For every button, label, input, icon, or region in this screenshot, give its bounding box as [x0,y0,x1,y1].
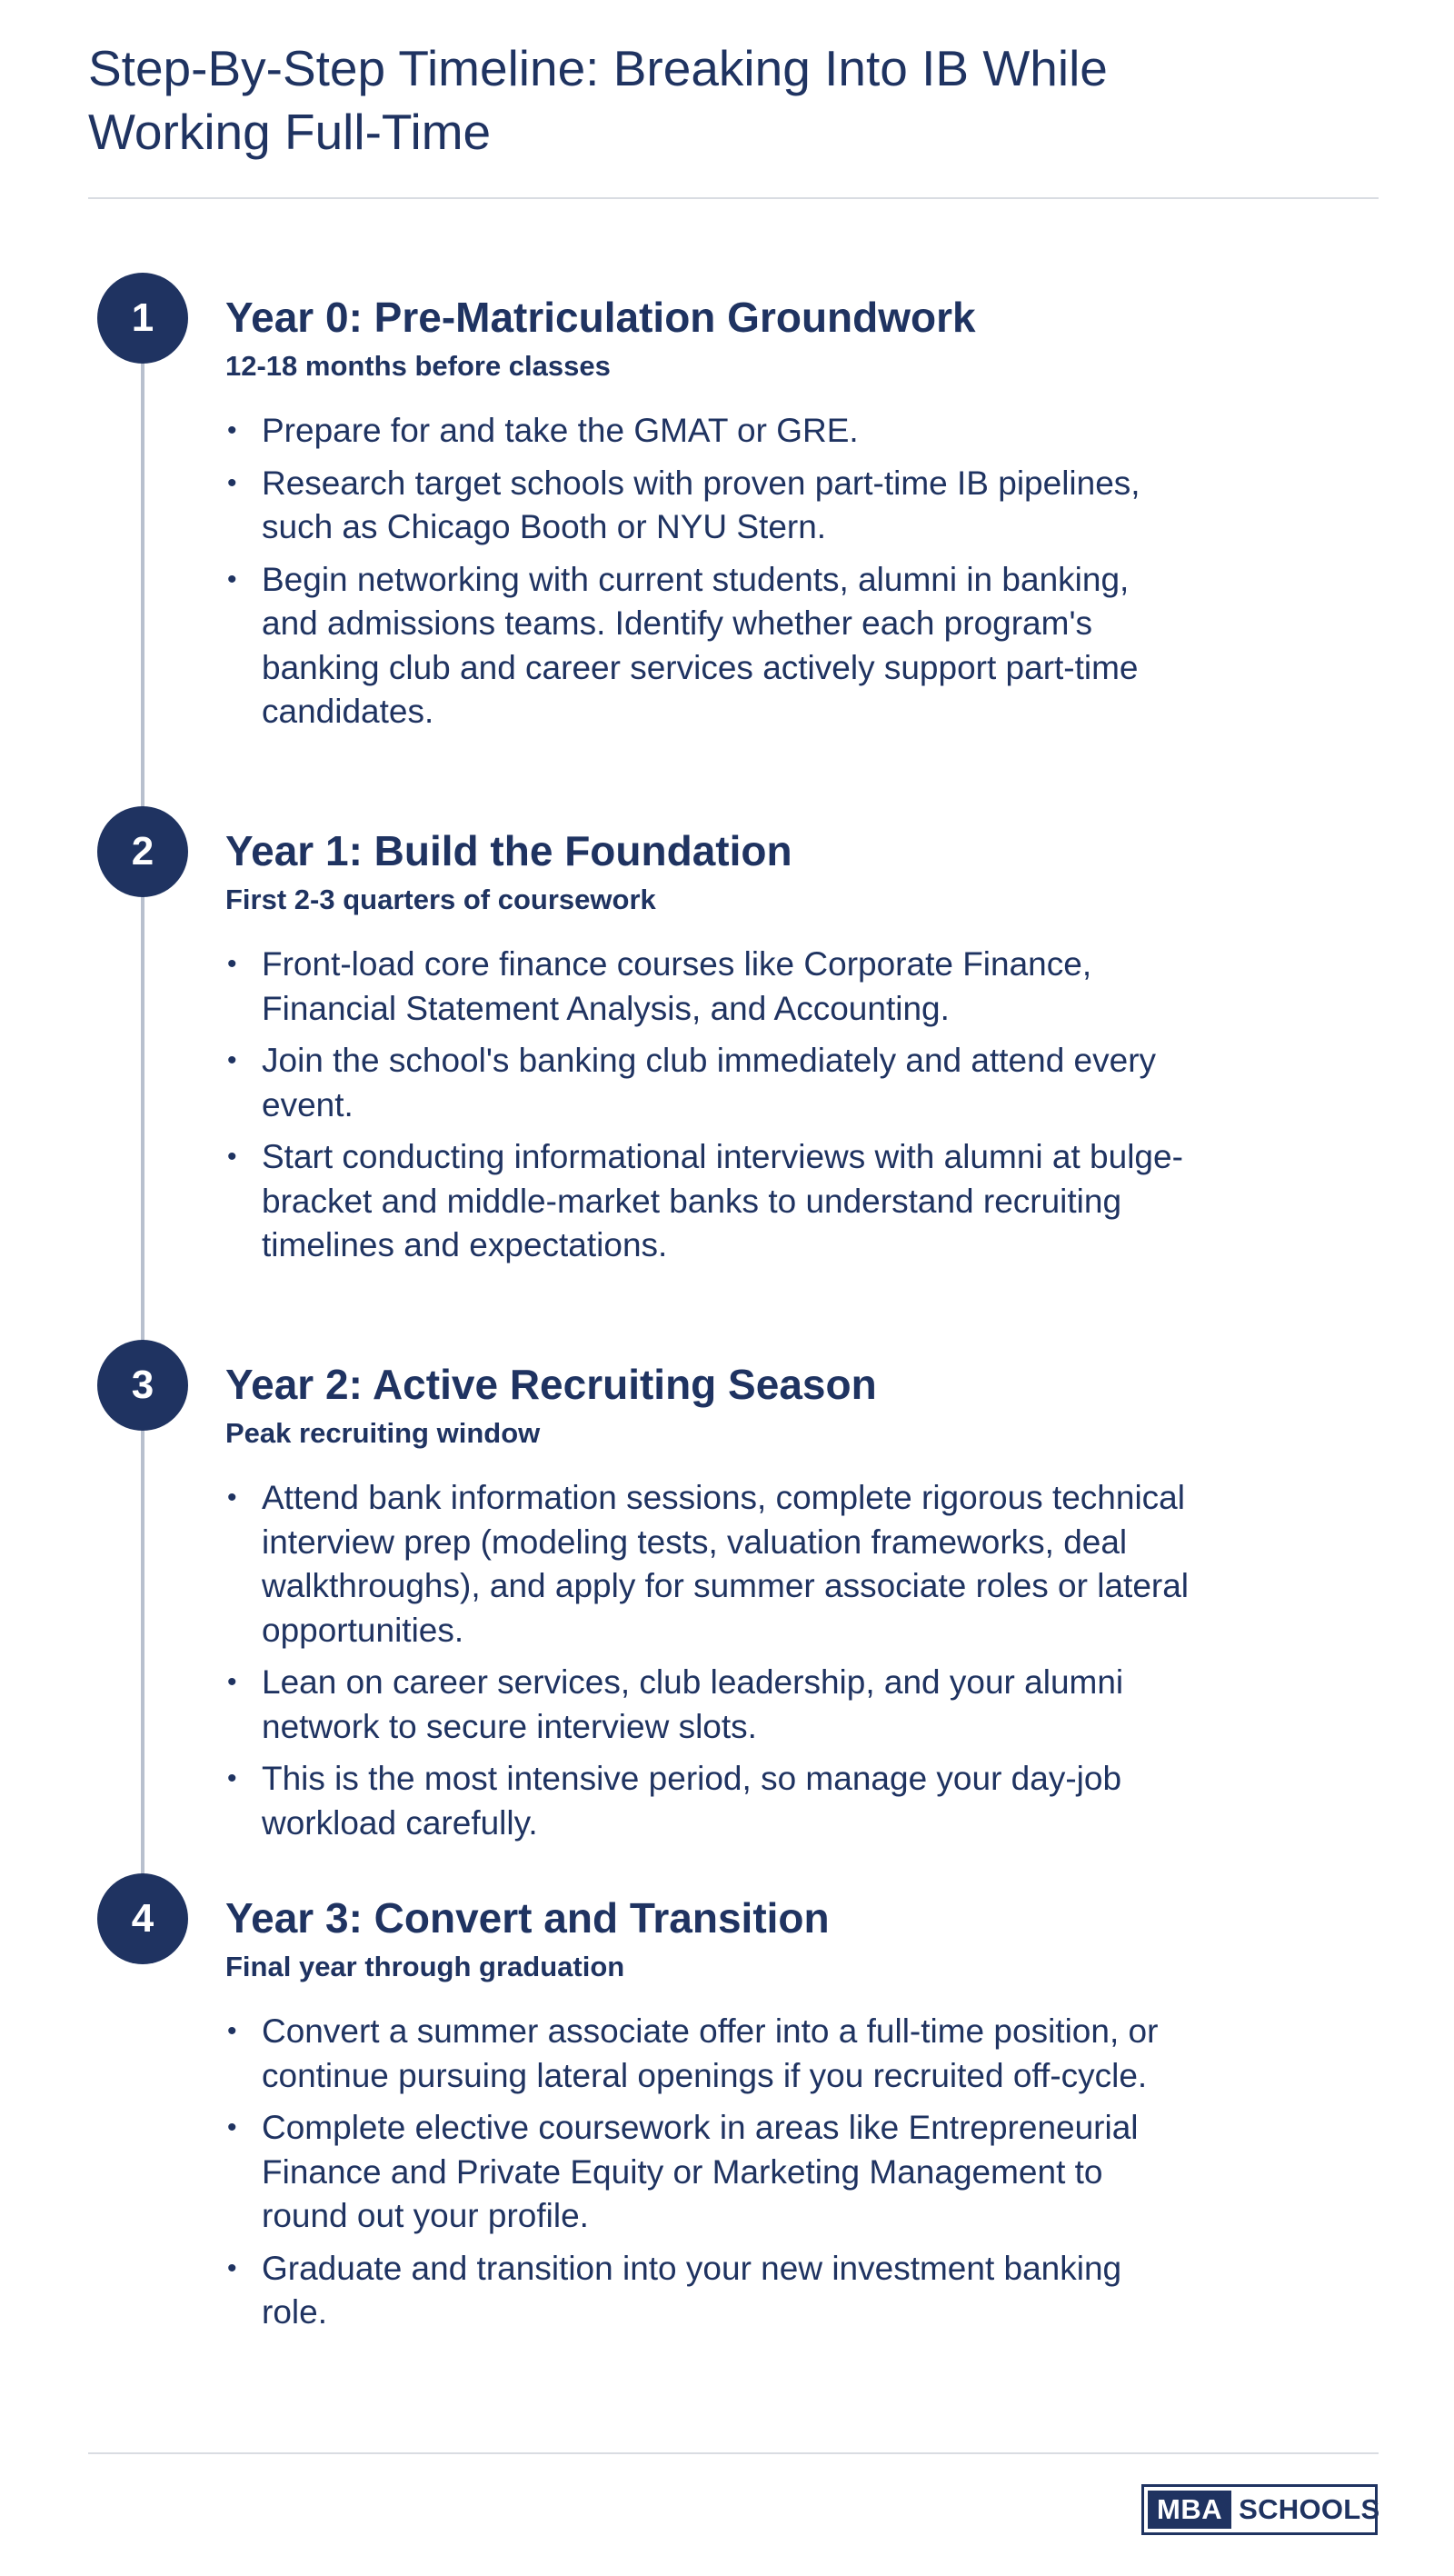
bullet-icon: • [227,1483,237,1513]
step-number-badge: 3 [97,1340,188,1431]
list-item: • Front-load core finance courses like Corporate Finance, Financial Statement Analysis, and Accounting. [225,943,1189,1031]
bullet-icon: • [227,467,237,498]
logo-schools-text: SCHOOLS [1239,2493,1380,2525]
timeline-line [141,318,144,1918]
step-subtitle: Peak recruiting window [225,1417,541,1449]
bullet-icon: • [227,2112,237,2142]
bullet-icon: • [227,1045,237,1075]
step-bullet-list [225,409,1189,743]
bullet-icon: • [227,1142,237,1172]
list-item: • Lean on career services, club leadership, and your alumni network to secure interview slots. [225,1661,1189,1749]
step-number-badge: 1 [97,273,188,364]
page-title: Step-By-Step Timeline: Breaking Into IB While Working Full-Time [88,40,1108,160]
bullet-icon: • [227,564,237,594]
step-subtitle: First 2-3 quarters of coursework [225,884,656,915]
list-item: • Begin networking with current students, alumni in banking, and admissions teams. Identify whether each program's banking club and career services actively support part-time candidates. [225,558,1189,734]
bullet-icon: • [227,1763,237,1793]
list-item: • This is the most intensive period, so manage your day-job workload carefully. [225,1757,1189,1845]
list-item: • Complete elective coursework in areas like Entrepreneurial Finance and Private Equity or Marketing Management to round out your profile. [225,2106,1189,2239]
title-divider [88,197,1379,199]
list-item: • Research target schools with proven part-time IB pipelines, such as Chicago Booth or NYU Stern. [225,462,1189,550]
step-number-badge: 2 [97,806,188,897]
list-item: • Prepare for and take the GMAT or GRE. [225,409,1189,454]
list-item: • Join the school's banking club immediately and attend every event. [225,1039,1189,1127]
list-item: • Attend bank information sessions, complete rigorous technical interview prep (modeling tests, valuation frameworks, deal walkthroughs), and apply for summer associate roles or lateral opportunities. [225,1476,1189,1652]
step-subtitle: 12-18 months before classes [225,350,611,382]
step-title: Year 3: Convert and Transition [225,1894,830,1942]
list-item: • Graduate and transition into your new investment banking role. [225,2247,1189,2335]
bullet-icon: • [227,2016,237,2046]
bullet-icon: • [227,949,237,979]
step-subtitle: Final year through graduation [225,1951,625,1982]
footer-divider [88,2452,1379,2454]
bullet-icon: • [227,1667,237,1697]
step-title: Year 0: Pre-Matriculation Groundwork [225,294,976,341]
step-bullet-list [225,2010,1189,2343]
bullet-icon: • [227,415,237,445]
list-item: • Start conducting informational interviews with alumni at bulge-bracket and middle-market banks to understand recruiting timelines and expectations. [225,1135,1189,1268]
bullet-icon: • [227,2252,237,2283]
step-title: Year 1: Build the Foundation [225,827,792,874]
step-bullet-list [225,943,1189,1276]
logo-mba-text: MBA [1148,2491,1231,2529]
mba-schools-logo [1141,2484,1378,2535]
step-number-badge: 4 [97,1873,188,1964]
step-bullet-list [225,1476,1189,1853]
step-title: Year 2: Active Recruiting Season [225,1361,877,1408]
list-item: • Convert a summer associate offer into a full-time position, or continue pursuing lateral openings if you recruited off-cycle. [225,2010,1189,2098]
